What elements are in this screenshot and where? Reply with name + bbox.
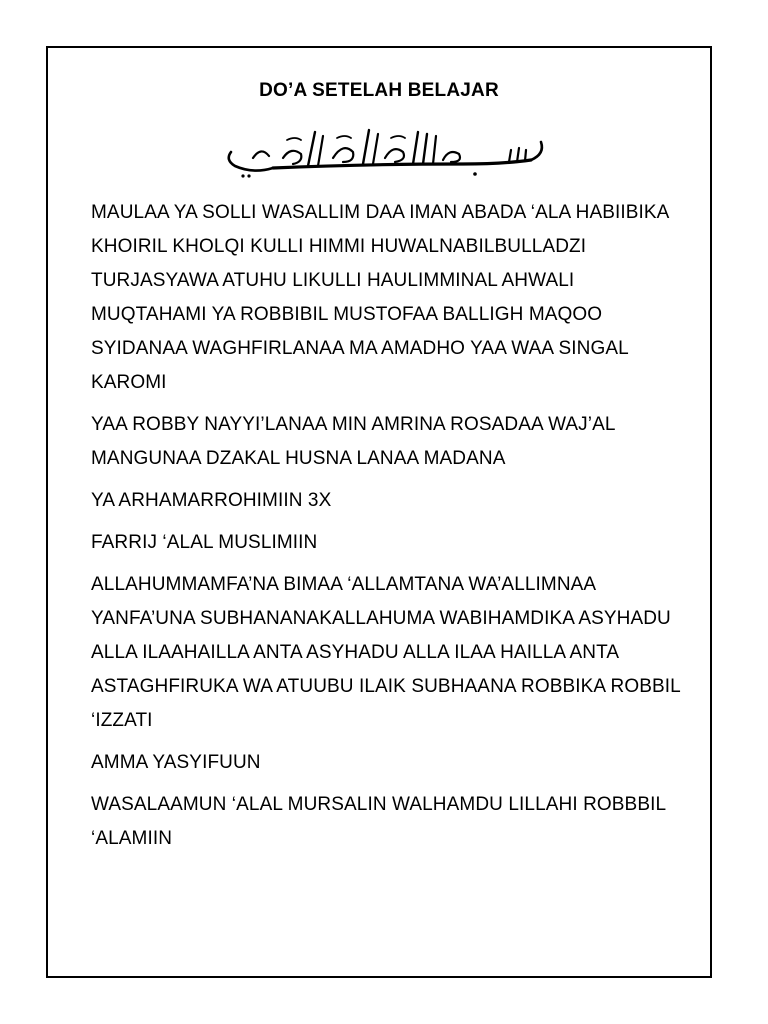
document-title: DO’A SETELAH BELAJAR — [259, 80, 499, 101]
prayer-paragraph-5: ALLAHUMMAMFA’NA BIMAA ‘ALLAMTANA WA’ALLIMNAA YANFA’UNA SUBHANANAKALLAHUMA WABIHAMDIKA ASYHADU ALLA ILAAHAILLA ANTA ASYHADU ALLA ILAA HAILLA ANTA ASTAGHFIRUKA WA ATUUBU ILAIK SUBHAANA ROBBIKA ROBBIL ‘IZZATI — [91, 574, 681, 731]
prayer-body — [91, 196, 691, 864]
prayer-paragraph-2: YAA ROBBY NAYYI’LANAA MIN AMRINA ROSADAA WAJ’AL MANGUNAA DZAKAL HUSNA LANAA MADANA — [91, 414, 615, 469]
prayer-paragraph-4: FARRIJ ‘ALAL MUSLIMIIN — [91, 532, 318, 553]
document-frame — [46, 46, 712, 978]
prayer-paragraph-6: AMMA YASYIFUUN — [91, 752, 261, 773]
basmala-calligraphy — [213, 124, 553, 180]
basmala-calligraphy-icon — [213, 124, 553, 180]
prayer-paragraph-1: MAULAA YA SOLLI WASALLIM DAA IMAN ABADA ‘ALA HABIIBIKA KHOIRIL KHOLQI KULLI HIMMI HUWALNABILBULLADZI TURJASYAWA ATUHU LIKULLI HAULIMMINAL AHWALI MUQTAHAMI YA ROBBIBIL MUSTOFAA BALLIGH MAQOO SYIDANAA WAGHFIRLANAA MA AMADHO YAA WAA SINGAL KAROMI — [91, 202, 669, 393]
prayer-paragraph-7: WASALAAMUN ‘ALAL MURSALIN WALHAMDU LILLAHI ROBBBIL ‘ALAMIIN — [91, 794, 666, 849]
prayer-paragraph-3: YA ARHAMARROHIMIIN 3X — [91, 490, 332, 511]
